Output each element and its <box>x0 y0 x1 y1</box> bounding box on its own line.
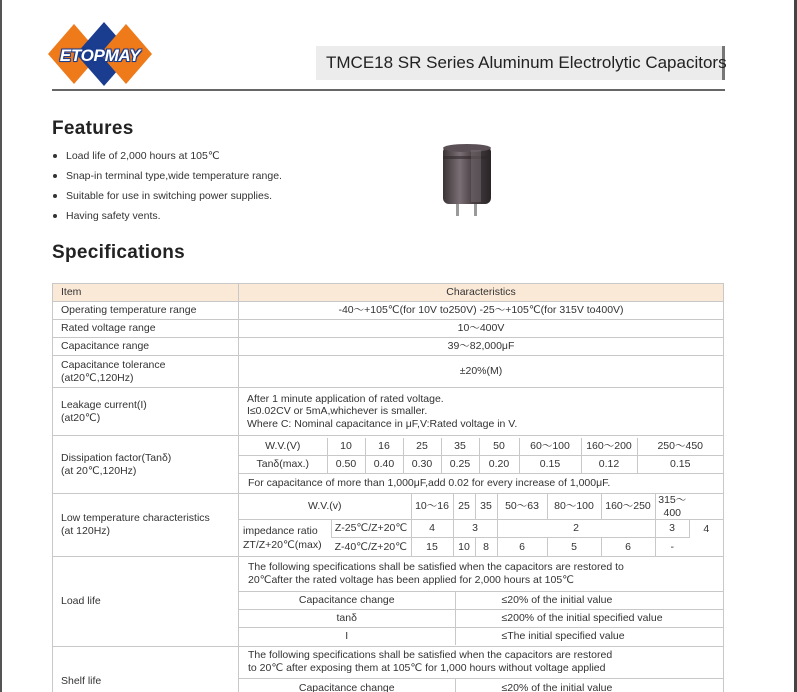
lt-r1-cell: 3 <box>655 520 689 538</box>
loadlife-row <box>239 627 723 645</box>
tan-cell: 0.15 <box>637 456 723 474</box>
feature-item: Having safety vents. <box>52 209 282 229</box>
shelflife-table <box>239 647 723 692</box>
row-label: Load life <box>53 556 239 646</box>
loadlife-cell <box>239 556 724 646</box>
table-row <box>53 646 724 692</box>
lt-wv-cell: 25 <box>453 494 475 520</box>
table-row <box>53 556 724 646</box>
tan-label: Tanδ(max.) <box>239 456 327 474</box>
table-header-row <box>53 284 724 302</box>
feature-item: Load life of 2,000 hours at 105℃ <box>52 149 282 169</box>
feature-item: Suitable for use in switching power supplies. <box>52 189 282 209</box>
lt-wv-row <box>239 494 723 520</box>
lt-r2-cell: 8 <box>475 538 497 556</box>
wv-cell: 60～100 <box>519 438 581 456</box>
lt-wv-label: W.V.(v) <box>308 500 342 513</box>
logo-text: ETOPMAY <box>59 46 141 65</box>
header-characteristics: Characteristics <box>239 284 724 302</box>
dissipation-cell <box>239 436 724 494</box>
row-value: 39～82,000μF <box>239 338 724 356</box>
row-label-line: (at20℃,120Hz) <box>61 371 134 384</box>
impedance-label-line: impedance ratio <box>243 524 318 537</box>
page-border-left <box>0 0 2 692</box>
wv-cell: 50 <box>479 438 519 456</box>
tan-cell: 0.15 <box>519 456 581 474</box>
lt-r1-label: Z-25℃/Z+20℃ <box>331 520 411 538</box>
lt-r1-cell: 2 <box>497 520 655 538</box>
features-list <box>52 149 282 229</box>
row-label-line: (at 120Hz) <box>61 524 111 537</box>
loadlife-row <box>239 609 723 627</box>
lt-r1-row <box>239 520 723 538</box>
etopmay-logo <box>48 22 152 86</box>
row-label-line: Dissipation factor(Tanδ) <box>61 452 172 464</box>
lt-r1-cell: 3 <box>453 520 497 538</box>
row-label: Shelf life <box>53 646 239 692</box>
dissipation-table <box>239 438 723 492</box>
row-label <box>53 436 239 494</box>
lt-r1-cell: 4 <box>411 520 453 538</box>
table-row <box>53 388 724 436</box>
loadlife-desc-row <box>239 557 723 591</box>
row-label-line: (at20℃) <box>61 411 101 424</box>
specifications-heading: Specifications <box>52 242 186 263</box>
wv-cell: 16 <box>365 438 403 456</box>
shelflife-desc-line: The following specifications shall be satisfied when the capacitors are restored <box>248 649 613 662</box>
row-label-line: Capacitance tolerance <box>61 359 166 371</box>
lt-r1-cell: 4 <box>689 520 723 538</box>
table-row <box>53 356 724 388</box>
tan-cell: 0.40 <box>365 456 403 474</box>
lowtemp-cell <box>239 494 724 557</box>
wv-cell: 160～200 <box>581 438 637 456</box>
lt-r2-cell: 5 <box>547 538 601 556</box>
lt-r2-cell: 15 <box>411 538 453 556</box>
features-heading: Features <box>52 118 134 139</box>
loadlife-key: Capacitance change <box>239 591 455 609</box>
leakage-line: Where C: Nominal capacitance in μF,V:Rated voltage in V. <box>247 417 518 430</box>
wv-cell: 10 <box>327 438 365 456</box>
table-row <box>53 436 724 494</box>
loadlife-value: ≤200% of the initial specified value <box>455 609 723 627</box>
tan-cell: 0.30 <box>403 456 441 474</box>
wv-label: W.V.(V) <box>265 440 301 452</box>
row-label <box>53 388 239 436</box>
lt-wv-cell: 80～100 <box>547 494 601 520</box>
lt-wv-cell: 35 <box>475 494 497 520</box>
table-row <box>53 494 724 557</box>
wv-cell: 25 <box>403 438 441 456</box>
leakage-line: After 1 minute application of rated voltage. <box>247 392 444 405</box>
shelflife-desc <box>239 647 723 679</box>
loadlife-key: I <box>239 627 455 645</box>
capacitor-image <box>441 142 493 218</box>
header-divider <box>52 89 725 91</box>
tan-cell: 0.12 <box>581 456 637 474</box>
loadlife-desc-line: 20℃after the rated voltage has been applied for 2,000 hours at 105℃ <box>248 573 574 586</box>
leakage-line: I≤0.02CV or 5mA,whichever is smaller. <box>247 405 428 418</box>
table-row <box>53 338 724 356</box>
lt-r2-cell: 6 <box>601 538 655 556</box>
row-label: Operating temperature range <box>53 302 239 320</box>
wv-cell: 250～450 <box>637 438 723 456</box>
row-value <box>239 388 724 436</box>
tan-cell: 0.50 <box>327 456 365 474</box>
shelflife-desc-line: to 20℃ after exposing them at 105℃ for 1,000 hours without voltage applied <box>248 662 606 675</box>
document-title: TMCE18 SR Series Aluminum Electrolytic Capacitors <box>326 53 727 72</box>
row-label-line: Low temperature characteristics <box>61 512 210 525</box>
lowtemp-table <box>239 494 723 556</box>
loadlife-row <box>239 591 723 609</box>
impedance-label <box>239 520 331 556</box>
tan-cell: 0.20 <box>479 456 519 474</box>
document-title-box <box>316 46 725 80</box>
shelflife-key: Capacitance change <box>239 679 455 692</box>
table-row <box>53 302 724 320</box>
lt-r2-cell: - <box>655 538 689 556</box>
tan-row <box>239 456 723 474</box>
row-label: Rated voltage range <box>53 320 239 338</box>
wv-row <box>239 438 723 456</box>
row-label-line: Leakage current(I) <box>61 399 147 411</box>
row-label <box>53 356 239 388</box>
row-label-line: (at 20℃,120Hz) <box>61 464 137 477</box>
loadlife-table <box>239 557 723 645</box>
row-label <box>53 494 239 557</box>
feature-item: Snap-in terminal type,wide temperature range. <box>52 169 282 189</box>
specifications-table <box>52 283 724 692</box>
loadlife-key: tanδ <box>239 609 455 627</box>
lt-wv-cell: 160～250 <box>601 494 655 520</box>
loadlife-desc-line: The following specifications shall be satisfied when the capacitors are restored to <box>248 560 624 573</box>
impedance-label-line: ZT/Z+20℃(max) <box>243 538 322 551</box>
row-value: 10～400V <box>239 320 724 338</box>
lt-wv-cell: 50～63 <box>497 494 547 520</box>
note-row <box>239 474 723 492</box>
shelflife-cell <box>239 646 724 692</box>
table-row <box>53 320 724 338</box>
loadlife-desc <box>239 557 723 591</box>
dissipation-note: For capacitance of more than 1,000μF,add 0.02 for every increase of 1,000μF. <box>239 474 723 492</box>
loadlife-value: ≤20% of the initial value <box>455 591 723 609</box>
row-value: ±20%(M) <box>239 356 724 388</box>
shelflife-desc-row <box>239 647 723 679</box>
tan-cell: 0.25 <box>441 456 479 474</box>
header-item: Item <box>53 284 239 302</box>
shelflife-row <box>239 679 723 692</box>
lt-r2-label: Z-40℃/Z+20℃ <box>331 538 411 556</box>
lt-r2-cell: 6 <box>497 538 547 556</box>
loadlife-value: ≤The initial specified value <box>455 627 723 645</box>
wv-cell: 35 <box>441 438 479 456</box>
lt-wv-cell: 315～400 <box>655 494 689 520</box>
row-label: Capacitance range <box>53 338 239 356</box>
lt-wv-cell: 10～16 <box>411 494 453 520</box>
lt-r2-cell: 10 <box>453 538 475 556</box>
row-value: -40～+105℃(for 10V to250V) -25～+105℃(for 315V to400V) <box>239 302 724 320</box>
shelflife-value: ≤20% of the initial value <box>455 679 723 692</box>
